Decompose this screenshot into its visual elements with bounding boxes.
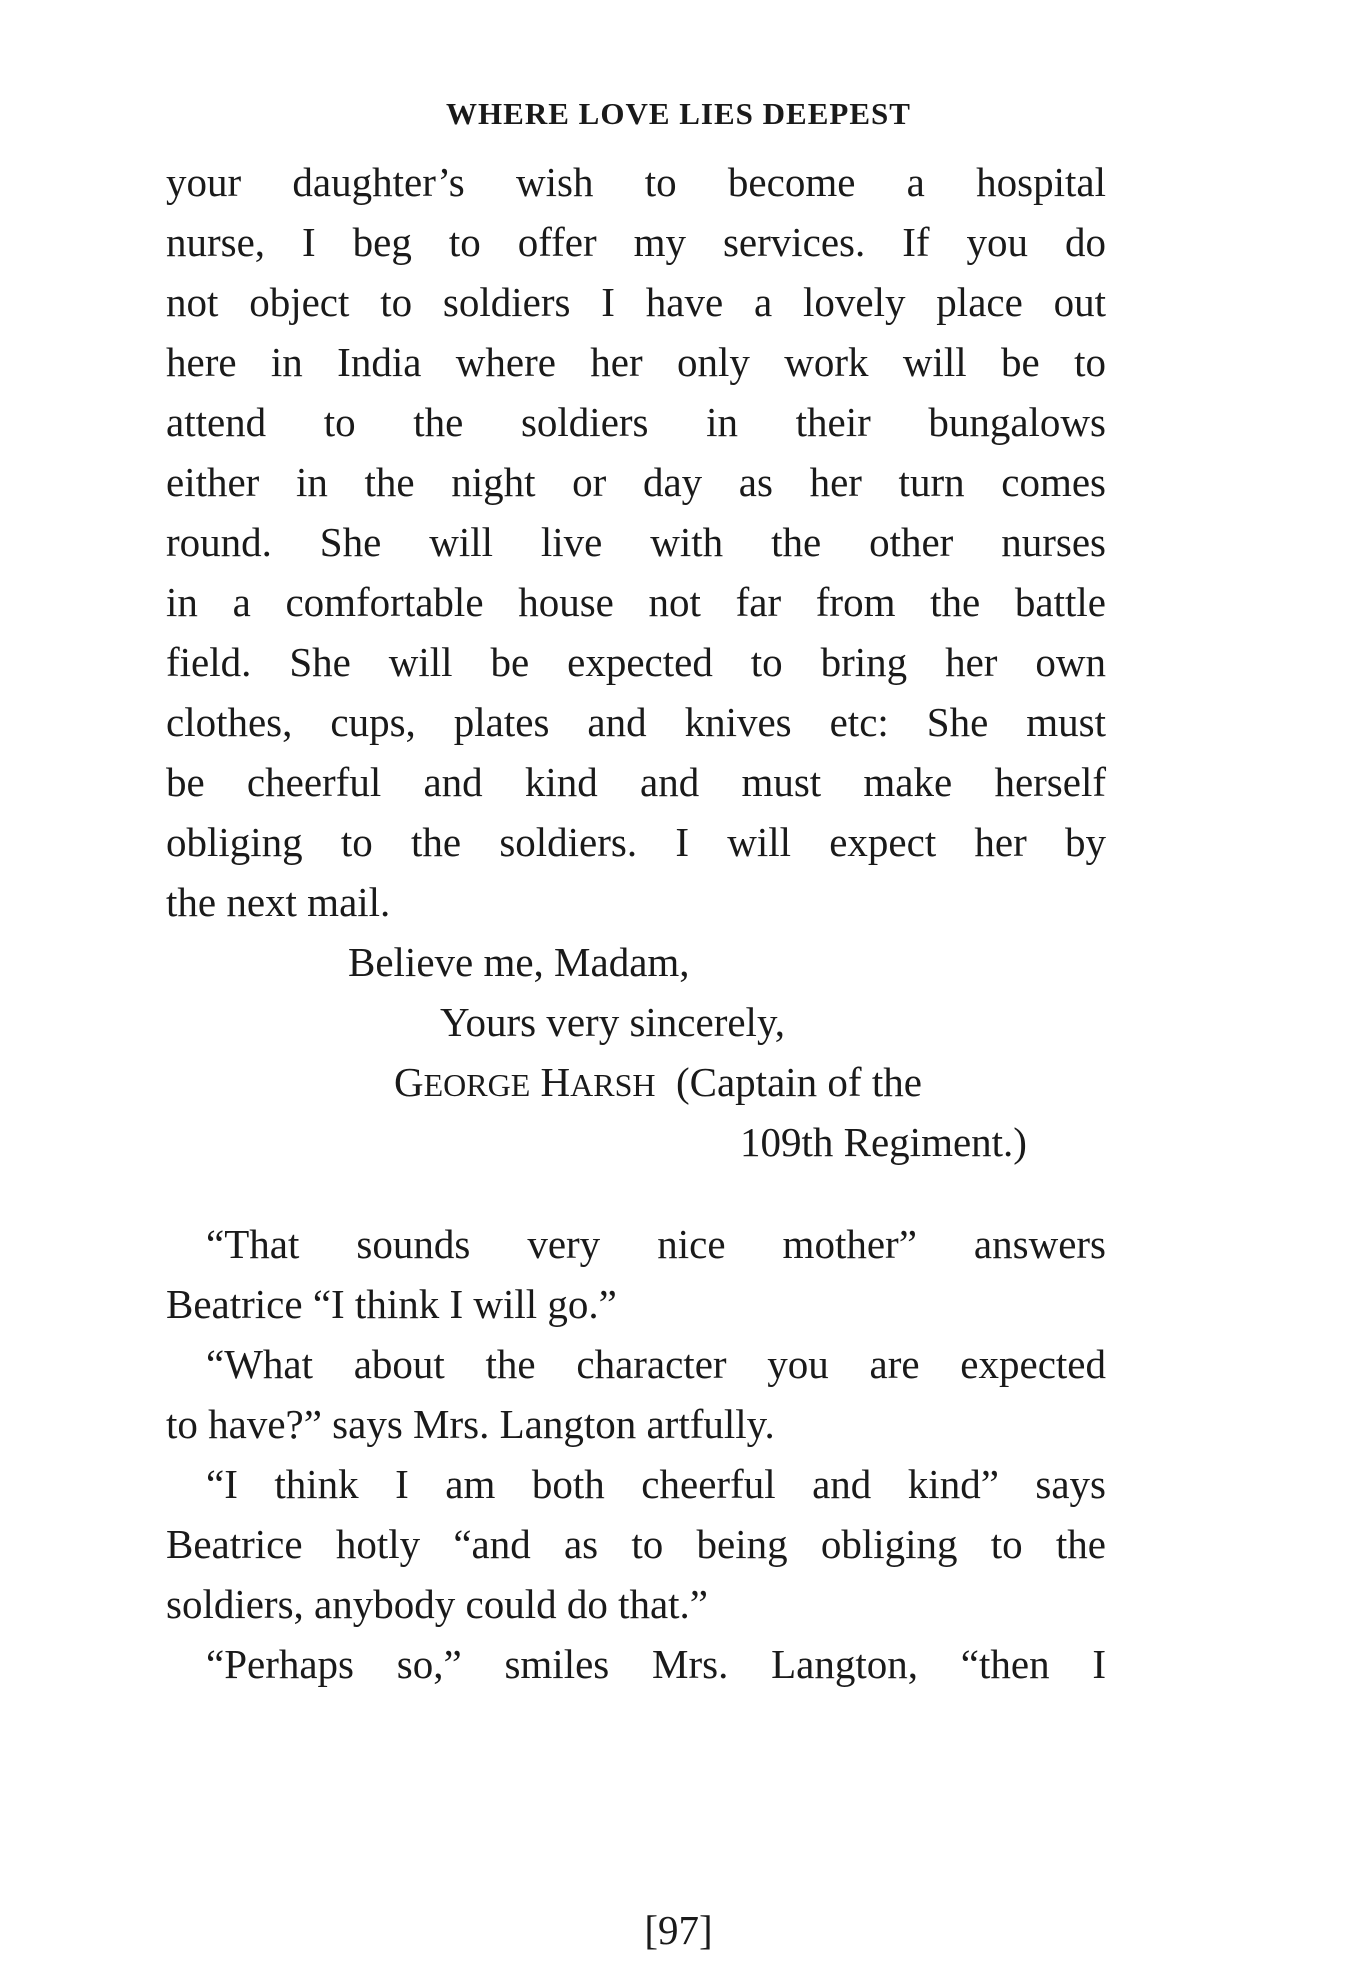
letter-line: clothes, cups, plates and knives etc: She must — [166, 699, 1106, 745]
letter-line: be cheerful and kind and must make herself — [166, 759, 1106, 805]
letter-line: your daughter’s wish to become a hospital — [166, 159, 1106, 205]
narrative-line: to have?” says Mrs. Langton artfully. — [166, 1401, 775, 1447]
letter-valediction: Yours very sincerely, — [440, 999, 786, 1045]
narrative-line: “What about the character you are expected — [206, 1341, 1106, 1387]
letter-line: attend to the soldiers in their bungalows — [166, 399, 1106, 445]
letter-line: nurse, I beg to offer my services. If you do — [166, 219, 1106, 265]
signature-last-initial: H — [540, 1059, 571, 1105]
signature-first-rest: EORGE — [423, 1067, 531, 1103]
signature-rank-line-1: (Captain of the — [675, 1059, 922, 1105]
page-number: [97] — [644, 1907, 713, 1953]
letter-line: obliging to the soldiers. I will expect her by — [166, 819, 1106, 865]
narrative-line: Beatrice “I think I will go.” — [166, 1281, 617, 1327]
letter-signature — [166, 1052, 1106, 1112]
signature-last-rest: ARSH — [570, 1067, 656, 1103]
letter-line: round. She will live with the other nurses — [166, 519, 1106, 565]
narrative-line: “That sounds very nice mother” answers — [206, 1221, 1106, 1267]
section-gap — [166, 1172, 1106, 1214]
letter-line: in a comfortable house not far from the battle — [166, 579, 1106, 625]
letter-line: here in India where her only work will be to — [166, 339, 1106, 385]
letter-line: the next mail. — [166, 879, 391, 925]
letter-line: not object to soldiers I have a lovely place out — [166, 279, 1106, 325]
signature-first-initial: G — [394, 1059, 424, 1105]
letter-line: field. She will be expected to bring her own — [166, 639, 1106, 685]
signature-rank-line-2: 109th Regiment.) — [740, 1119, 1027, 1165]
running-header: WHERE LOVE LIES DEEPEST — [446, 96, 911, 131]
narrative-line: “Perhaps so,” smiles Mrs. Langton, “then I — [206, 1641, 1106, 1687]
letter-line: either in the night or day as her turn comes — [166, 459, 1106, 505]
narrative-line: soldiers, anybody could do that.” — [166, 1581, 709, 1627]
body-text — [166, 152, 1106, 1694]
narrative-line: Beatrice hotly “and as to being obliging to the — [166, 1521, 1106, 1567]
narrative-line: “I think I am both cheerful and kind” says — [206, 1461, 1106, 1507]
letter-salutation: Believe me, Madam, — [348, 939, 690, 985]
